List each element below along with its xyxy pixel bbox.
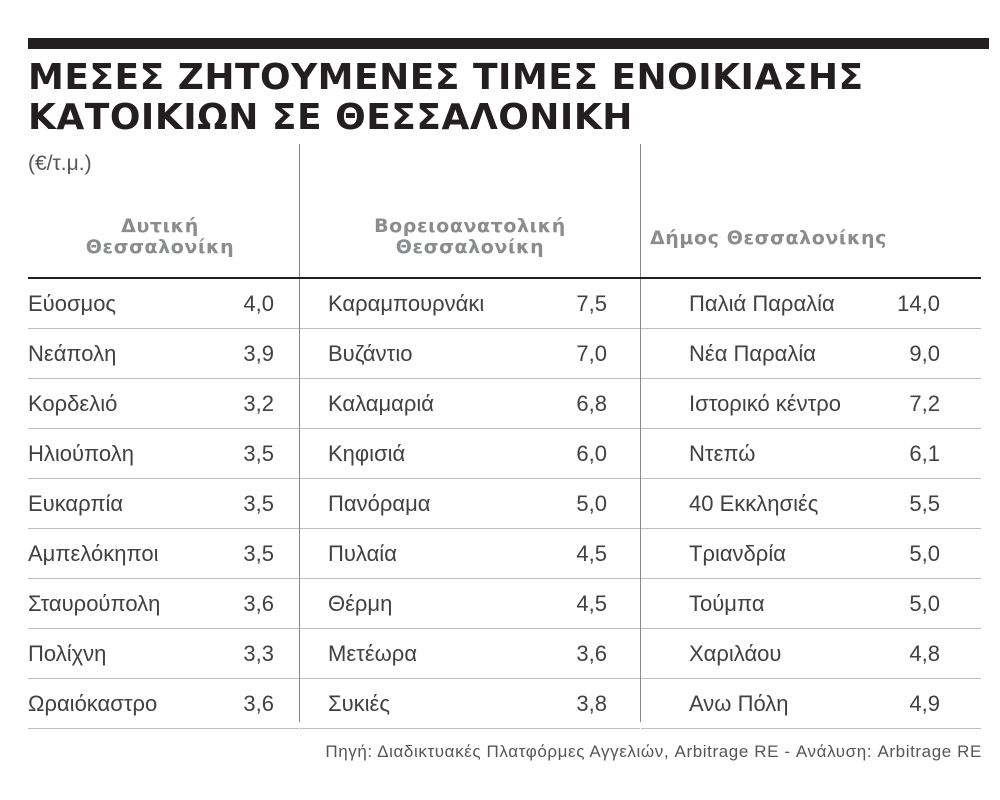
price-value: 4,5 — [576, 591, 607, 616]
area-name: Ντεπώ — [689, 441, 756, 466]
price-value: 9,0 — [909, 341, 940, 366]
table-row — [300, 279, 640, 329]
area-name: 40 Εκκλησιές — [689, 491, 819, 516]
chart-title — [28, 58, 968, 138]
table-row — [300, 579, 640, 629]
column-municipality — [641, 279, 981, 729]
price-value: 3,5 — [243, 541, 274, 566]
area-name: Ανω Πόλη — [689, 691, 789, 716]
area-name: Βυζάντιο — [328, 341, 413, 366]
table-row — [300, 629, 640, 679]
area-name: Ευκαρπία — [28, 491, 124, 516]
unit-label: (€/τ.μ.) — [28, 152, 92, 175]
price-value: 3,3 — [243, 641, 274, 666]
title-line-1: ΜΕΣΕΣ ΖΗΤΟΥΜΕΝΕΣ ΤΙΜΕΣ ΕΝΟΙΚΙΑΣΗΣ — [28, 57, 864, 98]
price-value: 7,0 — [576, 341, 607, 366]
price-value: 7,2 — [909, 391, 940, 416]
table-row — [28, 579, 299, 629]
table-row — [641, 479, 981, 529]
area-name: Θέρμη — [328, 591, 393, 616]
price-value: 5,0 — [909, 541, 940, 566]
table-row — [300, 329, 640, 379]
price-value: 3,6 — [243, 691, 274, 716]
area-name: Καλαμαριά — [328, 391, 435, 416]
price-value: 4,8 — [909, 641, 940, 666]
header-west-line-2: Θεσσαλονίκη — [85, 236, 235, 258]
source-note: Πηγή: Διαδικτυακές Πλατφόρμες Αγγελιών, Arbitrage RE - Ανάλυση: Arbitrage RE — [325, 742, 982, 761]
table-row — [641, 429, 981, 479]
table-row — [28, 429, 299, 479]
title-line-2: ΚΑΤΟΙΚΙΩΝ ΣΕ ΘΕΣΣΑΛΟΝΙΚΗ — [28, 97, 633, 138]
price-value: 4,9 — [909, 691, 940, 716]
area-name: Τούμπα — [689, 591, 765, 616]
table-row — [28, 329, 299, 379]
table-row — [300, 679, 640, 729]
price-value: 3,6 — [576, 641, 607, 666]
area-name: Ωραιόκαστρο — [28, 691, 158, 716]
price-value: 3,2 — [243, 391, 274, 416]
table-row — [28, 679, 299, 729]
area-name: Νεάπολη — [28, 341, 117, 366]
header-northeast-line-1: Βορειοανατολική — [374, 215, 566, 237]
price-value: 6,1 — [909, 441, 940, 466]
table-row — [28, 529, 299, 579]
price-value: 3,5 — [243, 441, 274, 466]
table-row — [641, 329, 981, 379]
header-municipality-line-1: Δήμος Θεσσαλονίκης — [650, 227, 888, 249]
price-value: 5,0 — [576, 491, 607, 516]
area-name: Ιστορικό κέντρο — [689, 391, 842, 416]
column-northeast — [300, 279, 640, 729]
table-row — [641, 679, 981, 729]
price-value: 3,9 — [243, 341, 274, 366]
table-row — [641, 379, 981, 429]
area-name: Πανόραμα — [328, 491, 431, 516]
table-row — [641, 579, 981, 629]
table-row — [641, 629, 981, 679]
price-value: 6,8 — [576, 391, 607, 416]
header-municipality — [650, 228, 950, 249]
top-rule — [28, 38, 989, 49]
area-name: Κορδελιό — [28, 391, 118, 416]
area-name: Σταυρούπολη — [28, 591, 161, 616]
area-name: Τριανδρία — [689, 541, 786, 566]
table-row — [641, 529, 981, 579]
price-value: 4,5 — [576, 541, 607, 566]
price-value: 5,5 — [909, 491, 940, 516]
area-name: Πολίχνη — [28, 641, 107, 666]
price-value: 6,0 — [576, 441, 607, 466]
area-name: Πυλαία — [328, 541, 397, 566]
price-value: 4,0 — [243, 291, 274, 316]
price-value: 5,0 — [909, 591, 940, 616]
area-name: Κηφισιά — [328, 441, 406, 466]
area-name: Νέα Παραλία — [689, 341, 816, 366]
area-name: Αμπελόκηποι — [28, 541, 159, 566]
price-value: 14,0 — [897, 291, 940, 316]
price-value: 3,8 — [576, 691, 607, 716]
area-name: Συκιές — [328, 691, 390, 716]
table-row — [300, 429, 640, 479]
table-row — [28, 279, 299, 329]
price-value: 3,6 — [243, 591, 274, 616]
area-name: Ηλιούπολη — [28, 441, 134, 466]
header-northeast-line-2: Θεσσαλονίκη — [395, 236, 545, 258]
table-row — [28, 379, 299, 429]
table-row — [300, 479, 640, 529]
price-value: 7,5 — [576, 291, 607, 316]
table-row — [28, 629, 299, 679]
header-northeast — [320, 216, 620, 258]
header-west-line-1: Δυτική — [121, 215, 199, 237]
area-name: Καραμπουρνάκι — [328, 291, 485, 316]
area-name: Μετέωρα — [328, 641, 418, 666]
header-west — [40, 216, 280, 258]
table-row — [641, 279, 981, 329]
table-row — [300, 529, 640, 579]
table-row — [300, 379, 640, 429]
area-name: Εύοσμος — [28, 291, 117, 316]
table-row — [28, 479, 299, 529]
price-value: 3,5 — [243, 491, 274, 516]
area-name: Παλιά Παραλία — [689, 291, 835, 316]
column-west — [28, 279, 299, 729]
area-name: Χαριλάου — [689, 641, 782, 666]
